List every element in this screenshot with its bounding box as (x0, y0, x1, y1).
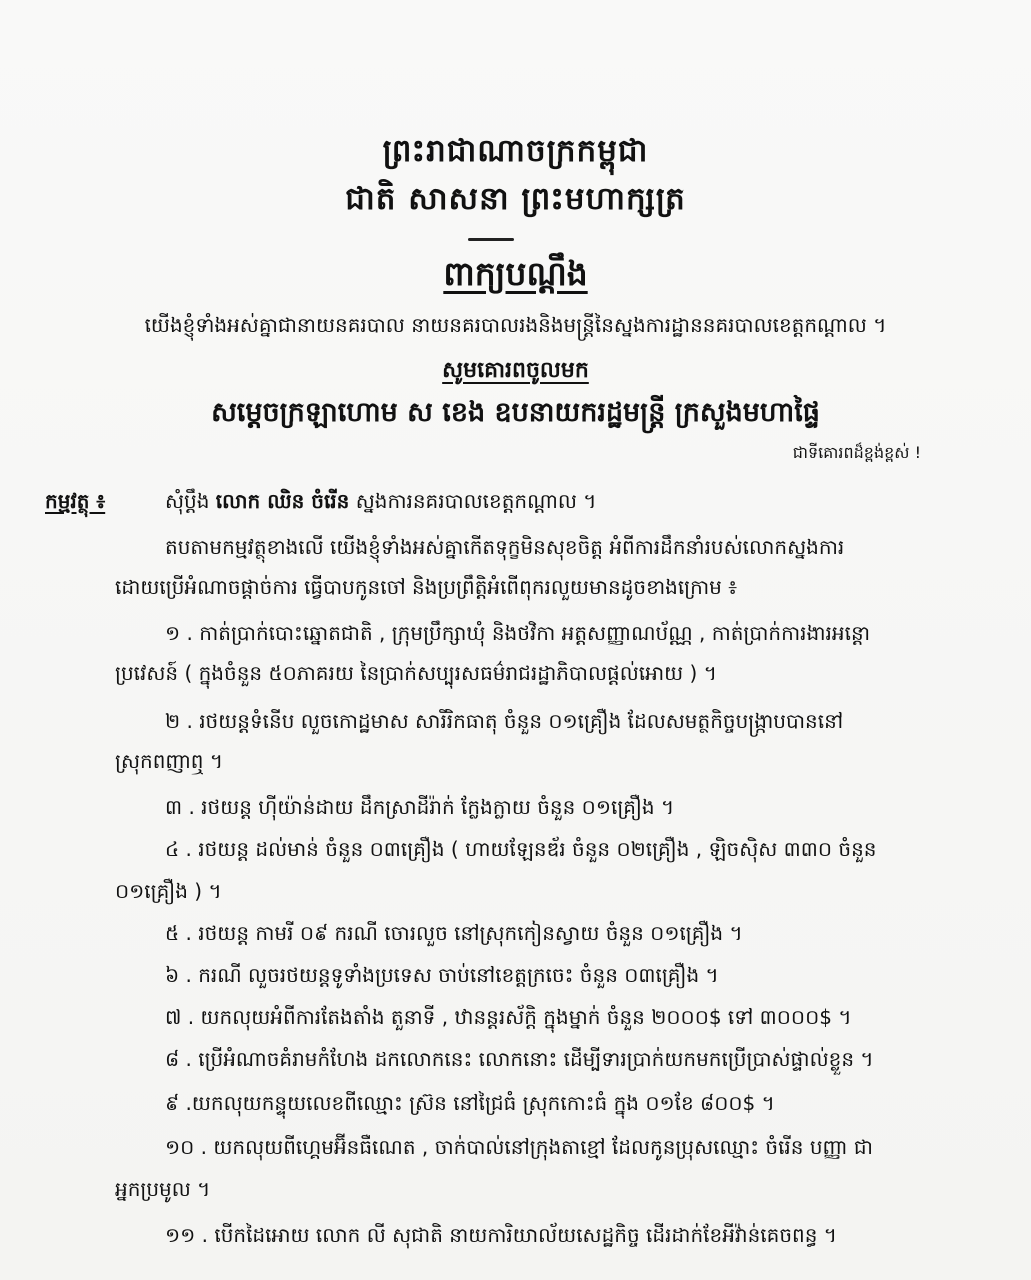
subject-prefix: សុំប្ដឹង (165, 489, 210, 513)
intro-line: យើងខ្ញុំទាំងអស់គ្នាជានាយនគរបាល នាយនគរបាលរងនិងមន្ត្រីនៃស្នងការដ្ឋាននគរបាលខេត្តកណ្ដាល ។ (144, 313, 887, 337)
body-line: អ្នកប្រមូល ។ (115, 1177, 211, 1201)
body-line: ៥ . រថយន្ត កាមរី ០៩ ករណី ចោរលួច នៅស្រុកកៀនស្វាយ ចំនួន ០១គ្រឿង ។ (165, 921, 743, 945)
body-line: ៩ .យកលុយកន្ទុយលេខពីឈ្មោះ ស្រ៊ន នៅជ្រៃធំ ស្រុកកោះធំ ក្នុង ០១ខែ ៨០០$ ។ (165, 1091, 775, 1115)
subject-label: កម្មវត្ថុ ៖ (45, 489, 106, 513)
body-line: ដោយប្រើអំណាចផ្ដាច់ការ ធ្វើបាបកូនចៅ និងប្រព្រឹត្តិអំពើពុករលួយមានដូចខាងក្រោម ៖ (115, 575, 738, 599)
body-line: ១០ . យកលុយពីហ្គេមអ៊ីនធឺណេត , ចាក់បាល់នៅក្រុងតាខ្មៅ ដែលកូនប្រុសឈ្មោះ ចំរើន បញ្ញា ជា (165, 1135, 873, 1159)
body-line: ២ . រថយន្តទំនើប លួចកោដ្ឋមាស សារីរិកធាតុ ចំនួន ០១គ្រឿង ដែលសមត្ថកិច្ចបង្ក្រាបបាននៅ (165, 709, 844, 733)
body-line: ១ . កាត់ប្រាក់បោះឆ្នោតជាតិ , ក្រុមប្រឹក្សាឃុំ និងថវិកា អត្តសញ្ញាណប័ណ្ណ , កាត់ប្រាក់ការងារអន្តោ (165, 621, 870, 645)
body-line: ៧ . យកលុយអំពីការតែងតាំង តួនាទី , ឋានន្តរស័ក្ដិ ក្នុងម្នាក់ ចំនួន ២០០០$ ទៅ ៣០០០$ ។ (165, 1005, 852, 1029)
divider-ornament (468, 238, 514, 241)
body-line: ៦ . ករណី លួចរថយន្តទូទាំងប្រទេស ចាប់នៅខេត្តក្រចេះ ចំនួន ០៣គ្រឿង ។ (165, 963, 719, 987)
subject-suffix: ស្នងការនគរបាលខេត្តកណ្ដាល ។ (355, 489, 597, 513)
body-line: ៣ . រថយន្ត ហ៊ីយ៉ាន់ដាយ ដឹកស្រាដីរ៉ាក់ ក្លែងក្លាយ ចំនួន ០១គ្រឿង ។ (165, 795, 675, 819)
subject-name: លោក ឈិន ចំរើន (215, 489, 350, 513)
body-line: ០១គ្រឿង ) ។ (115, 879, 222, 903)
document-type-title: ពាក្យបណ្ដឹង (443, 254, 588, 293)
body-line: ស្រុកពញាឮ ។ (115, 749, 224, 773)
body-line: ប្រវេសន៍ ( ក្នុងចំនួន ៥០ភាគរយ នៃប្រាក់សប្បុរសធម៌រាជរដ្ឋាភិបាលផ្ដល់អោយ ) ។ (115, 661, 717, 685)
kingdom-title: ព្រះរាជាណាចក្រកម្ពុជា (382, 133, 649, 169)
body-line: តបតាមកម្មវត្ថុខាងលើ យើងខ្ញុំទាំងអស់គ្នាកើតទុក្ខមិនសុខចិត្ត អំពីការដឹកនាំរបស់លោកស្នងការ (165, 535, 845, 559)
national-motto: ជាតិ សាសនា ព្រះមហាក្សត្រ (345, 181, 686, 217)
addressee-line: សម្ដេចក្រឡាហោម ស ខេង ឧបនាយករដ្ឋមន្ត្រី ក្រសួងមហាផ្ទៃ (211, 397, 820, 428)
request-line: សូមគោរពចូលមក (442, 358, 589, 383)
body-line: ១១ . បើកដៃអោយ លោក លី សុជាតិ នាយការិយាល័យសេដ្ឋកិច្ច ដើរដាក់ខែអីវ៉ាន់គេចពន្ធ ។ (165, 1223, 837, 1247)
subject-line (165, 488, 596, 518)
body-line: ៤ . រថយន្ត ដល់មាន់ ចំនួន ០៣គ្រឿង ( ហាយឡែនឌ័រ ចំនួន ០២គ្រឿង , ឡិចស៊ិស ៣៣០ ចំនួន (165, 837, 877, 861)
body-line: ៨ . ប្រើអំណាចគំរាមកំហែង ដកលោកនេះ លោកនោះ ដើម្បីទារប្រាក់យកមកប្រើប្រាស់ផ្ទាល់ខ្លួន ។ (165, 1047, 874, 1071)
respect-line: ជាទីគោរពដ៏ខ្ពង់ខ្ពស់ ! (792, 443, 921, 462)
